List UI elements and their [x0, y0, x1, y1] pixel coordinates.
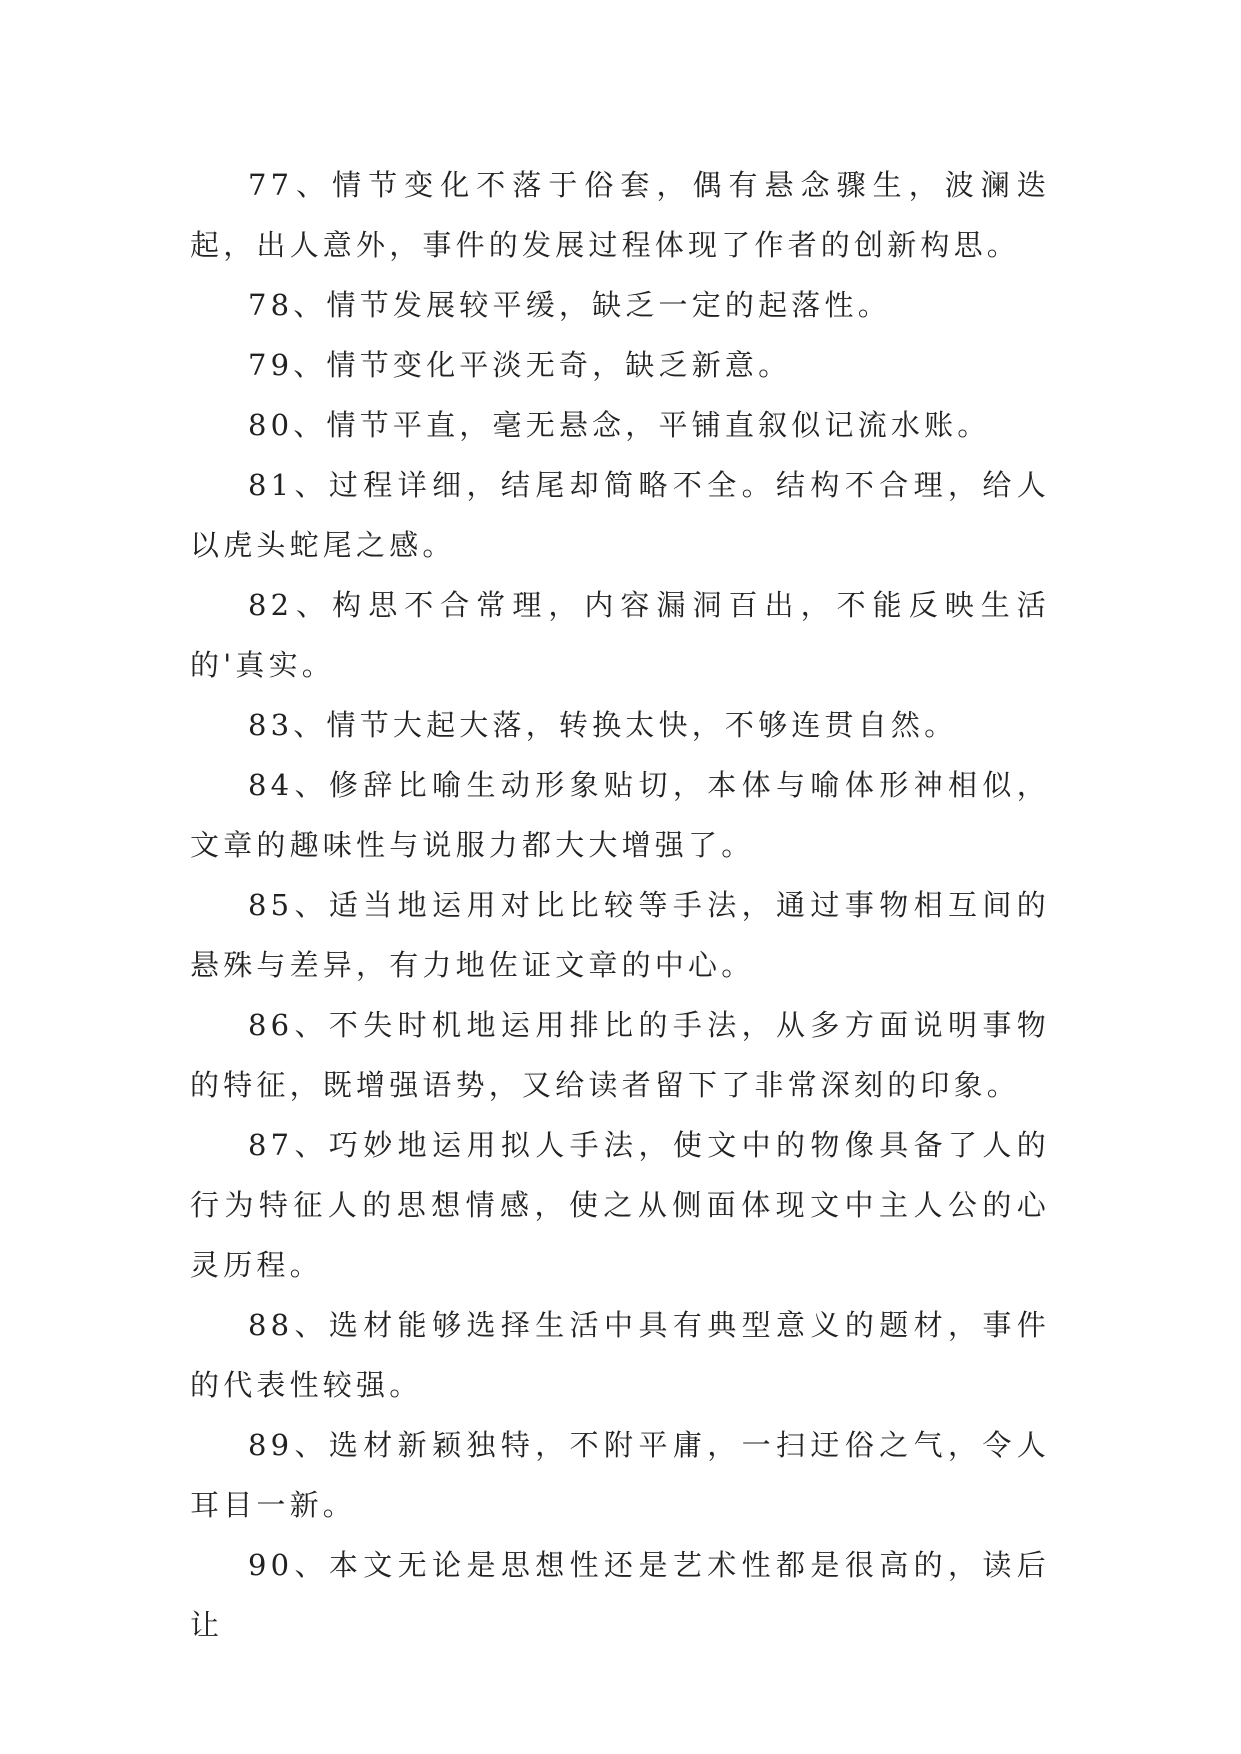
paragraph-79: 79、情节变化平淡无奇，缺乏新意。: [248, 348, 792, 382]
paragraph-88: 88、选材能够选择生活中具有典型意义的题材，事件的代表性较强。: [190, 1308, 1050, 1402]
document-body: [190, 155, 1050, 1655]
paragraph-86: 86、不失时机地运用排比的手法，从多方面说明事物的特征，既增强语势，又给读者留下了非常深刻的印象。: [190, 1008, 1050, 1102]
paragraph-84: 84、修辞比喻生动形象贴切，本体与喻体形神相似，文章的趣味性与说服力都大大增强了。: [190, 768, 1050, 862]
paragraph-80: 80、情节平直，毫无悬念，平铺直叙似记流水账。: [248, 408, 991, 442]
paragraph-78: 78、情节发展较平缓，缺乏一定的起落性。: [248, 288, 891, 322]
paragraph-90: 90、本文无论是思想性还是艺术性都是很高的，读后让: [190, 1548, 1050, 1642]
paragraph-87: 87、巧妙地运用拟人手法，使文中的物像具备了人的行为特征人的思想情感，使之从侧面体现文中主人公的心灵历程。: [190, 1128, 1050, 1282]
paragraph-81: 81、过程详细，结尾却简略不全。结构不合理，给人以虎头蛇尾之感。: [190, 468, 1050, 562]
paragraph-77: 77、情节变化不落于俗套，偶有悬念骤生，波澜迭起，出人意外，事件的发展过程体现了作者的创新构思。: [190, 168, 1050, 262]
paragraph-89: 89、选材新颖独特，不附平庸，一扫迂俗之气，令人耳目一新。: [190, 1428, 1050, 1522]
paragraph-82: 82、构思不合常理，内容漏洞百出，不能反映生活的'真实。: [190, 588, 1050, 682]
paragraph-85: 85、适当地运用对比比较等手法，通过事物相互间的悬殊与差异，有力地佐证文章的中心。: [190, 888, 1050, 982]
paragraph-83: 83、情节大起大落，转换太快，不够连贯自然。: [248, 708, 958, 742]
